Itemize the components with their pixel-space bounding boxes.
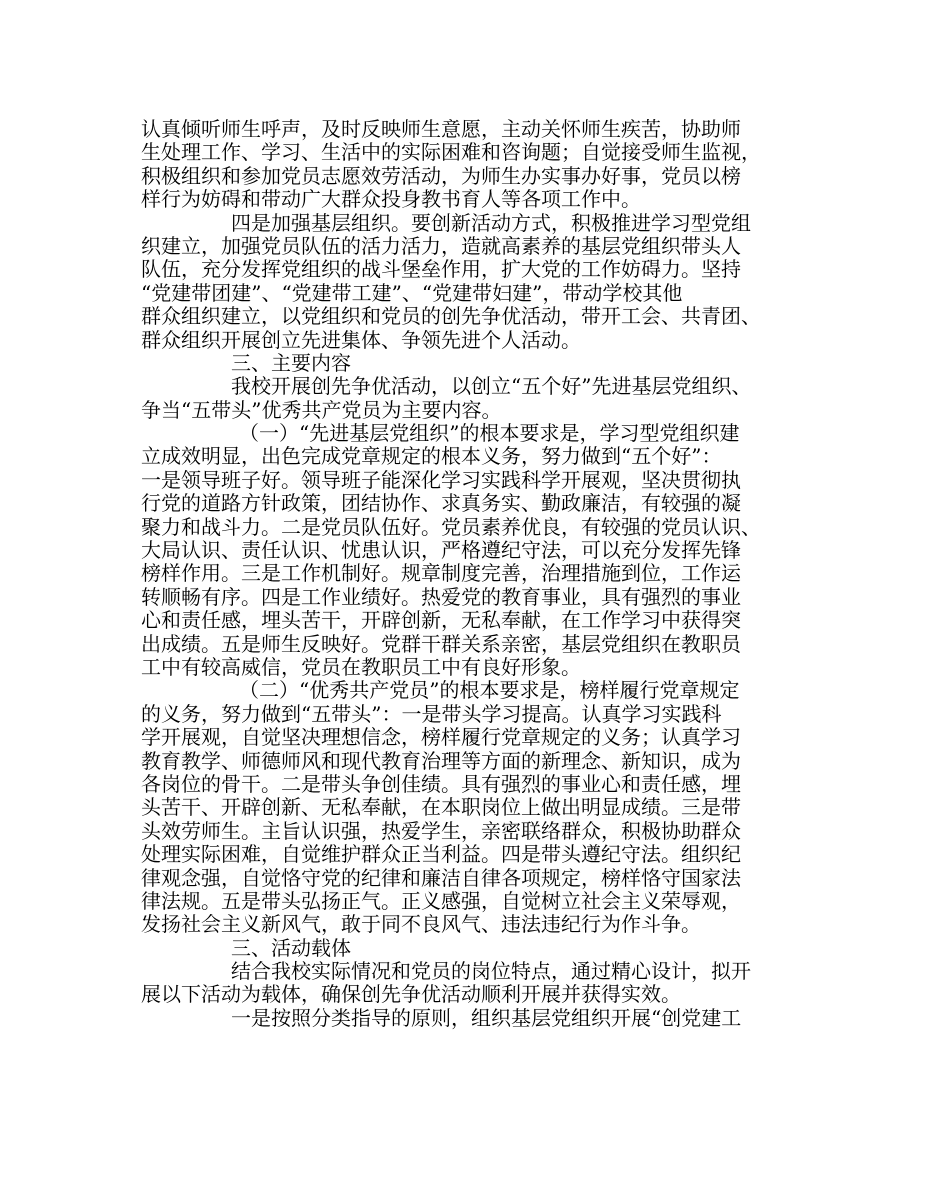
text-line: 四是加强基层组织。要创新活动方式，积极推进学习型党组 xyxy=(231,210,751,235)
text-line: 我校开展创先争优活动，以创立“五个好”先进基层党组织、 xyxy=(231,374,752,399)
text-line: 大局认识、责任认识、忧患认识，严格遵纪守法，可以充分发挥先锋 xyxy=(141,538,741,563)
text-line: 立成效明显，出色完成党章规定的根本义务，努力做到“五个好”： xyxy=(141,444,722,469)
text-line: 学开展观，自觉坚决理想信念，榜样履行党章规定的义务；认真学习 xyxy=(141,725,741,750)
text-line: （一）“先进基层党组织”的根本要求是，学习型党组织建 xyxy=(239,421,740,446)
text-line: 律法规。五是带头弘扬正气。正义感强，自觉树立社会主义荣辱观， xyxy=(141,888,741,913)
text-line: 工中有较高威信，党员在教职员工中有良好形象。 xyxy=(141,654,581,679)
text-line: 聚力和战斗力。二是党员队伍好。党员素养优良，有较强的党员认识、 xyxy=(141,514,761,539)
text-line: 教育教学、师德师风和现代教育治理等方面的新理念、新知识，成为 xyxy=(141,748,741,773)
text-line: 发扬社会主义新风气，敢于同不良风气、违法违纪行为作斗争。 xyxy=(141,912,701,937)
text-line: 榜样作用。三是工作机制好。规章制度完善，治理措施到位，工作运 xyxy=(141,561,741,586)
text-line: 群众组织开展创立先进集体、争领先进个人活动。 xyxy=(141,327,581,352)
text-line: 各岗位的骨干。二是带头争创佳绩。具有强烈的事业心和责任感，埋 xyxy=(141,771,741,796)
text-line: 样行为妨碍和带动广大群众投身教书育人等各项工作中。 xyxy=(141,187,641,212)
text-line: 一是领导班子好。领导班子能深化学习实践科学开展观，坚决贯彻执 xyxy=(141,467,741,492)
text-line: 三、主要内容 xyxy=(231,350,351,375)
text-line: （二）“优秀共产党员”的根本要求是，榜样履行党章规定 xyxy=(239,678,740,703)
text-line: “党建带团建”、“党建带工建”、“党建带妇建”，带动学校其他 xyxy=(141,280,683,305)
document-body xyxy=(141,118,821,1030)
text-line: 队伍，充分发挥党组织的战斗堡垒作用，扩大党的工作妨碍力。坚持 xyxy=(141,257,741,282)
text-line: 处理实际困难，自觉维护群众正当利益。四是带头遵纪守法。组织纪 xyxy=(141,842,741,867)
text-line: 结合我校实际情况和党员的岗位特点，通过精心设计，拟开 xyxy=(231,959,751,984)
text-line: 争当“五带头”优秀共产党员为主要内容。 xyxy=(141,397,502,422)
text-line: 出成绩。五是师生反映好。党群干群关系亲密，基层党组织在教职员 xyxy=(141,631,741,656)
text-line: 律观念强，自觉恪守党的纪律和廉洁自律各项规定，榜样恪守国家法 xyxy=(141,865,741,890)
text-line: 心和责任感，埋头苦干，开辟创新，无私奉献，在工作学习中获得突 xyxy=(141,608,741,633)
text-line: 三、活动载体 xyxy=(231,935,351,960)
text-line: 积极组织和参加党员志愿效劳活动，为师生办实事办好事，党员以榜 xyxy=(141,163,741,188)
text-line: 织建立，加强党员队伍的活力活力，造就高素养的基层党组织带头人 xyxy=(141,233,741,258)
text-line: 头苦干、开辟创新、无私奉献，在本职岗位上做出明显成绩。三是带 xyxy=(141,795,741,820)
text-line: 一是按照分类指导的原则，组织基层党组织开展“创党建工 xyxy=(231,1005,742,1030)
text-line: 的义务，努力做到“五带头”：一是带头学习提高。认真学习实践科 xyxy=(141,701,722,726)
text-line: 展以下活动为载体，确保创先争优活动顺利开展并获得实效。 xyxy=(141,982,681,1007)
text-line: 群众组织建立，以党组织和党员的创先争优活动，带开工会、共青团、 xyxy=(141,304,761,329)
text-line: 行党的道路方针政策，团结协作、求真务实、勤政廉洁，有较强的凝 xyxy=(141,491,741,516)
text-line: 生处理工作、学习、生活中的实际困难和咨询题；自觉接受师生监视， xyxy=(141,140,761,165)
text-line: 认真倾听师生呼声，及时反映师生意愿，主动关怀师生疾苦，协助师 xyxy=(141,117,741,141)
text-line: 转顺畅有序。四是工作业绩好。热爱党的教育事业，具有强烈的事业 xyxy=(141,584,741,609)
text-line: 头效劳师生。主旨认识强，热爱学生，亲密联络群众，积极协助群众 xyxy=(141,818,741,843)
